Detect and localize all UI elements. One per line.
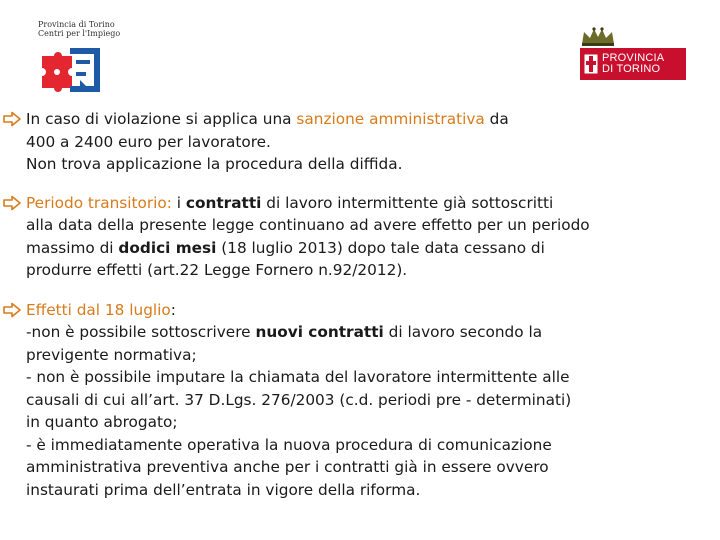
text-span: : [170, 300, 176, 319]
province-badge-text [602, 53, 664, 75]
crown-icon [578, 26, 618, 48]
provincia-torino-header [578, 26, 688, 82]
paragraph-line [26, 389, 696, 412]
text-span: - è immediatamente operativa la nuova procedura di comunicazione [26, 435, 552, 454]
text-span: di lavoro secondo la [383, 323, 543, 341]
centri-impiego-header [38, 20, 148, 100]
bold-nuovi-contratti: nuovi contratti [255, 323, 384, 341]
province-badge-line2: DI TORINO [602, 63, 661, 75]
text-span: 400 a 2400 euro per lavoratore. [26, 132, 271, 151]
paragraph-line [26, 259, 696, 282]
province-badge [580, 48, 686, 80]
paragraph-line [26, 411, 696, 434]
cross-shield-icon [584, 54, 598, 74]
paragraph-line [26, 237, 696, 260]
paragraph-effetti [0, 299, 720, 502]
paragraph-line [26, 434, 696, 457]
paragraph-line [26, 344, 696, 367]
paragraph-line [26, 299, 696, 322]
text-span: (18 luglio 2013) dopo tale data cessano di [216, 238, 545, 257]
paragraph-periodo-transitorio [0, 192, 720, 282]
text-span: instaurati prima dell’entrata in vigore della riforma. [26, 480, 421, 499]
text-span: i [171, 193, 186, 212]
paragraph-line [26, 366, 696, 389]
hollow-arrow-right-icon [2, 195, 22, 211]
paragraph-line [26, 479, 696, 502]
text-span: di lavoro intermittente già sottoscritti [261, 193, 554, 212]
highlight-periodo-transitorio: Periodo transitorio: [26, 193, 172, 212]
text-span: In caso di violazione si applica una [26, 110, 297, 128]
paragraph-sanzione [0, 108, 720, 176]
text-span: in quanto abrogato; [26, 413, 178, 431]
text-span: da [484, 110, 509, 128]
bold-contratti: contratti [185, 193, 262, 212]
puzzle-logo [40, 46, 104, 96]
bold-dodici-mesi: dodici mesi [118, 238, 217, 257]
paragraph-line [26, 321, 696, 344]
text-span: - non è possibile imputare la chiamata del lavoratore intermittente alle [26, 368, 570, 386]
text-span: amministrativa preventiva anche per i contratti già in essere ovvero [26, 458, 549, 476]
slide-content [0, 108, 720, 501]
paragraph-line [26, 456, 696, 479]
text-span: produrre effetti (art.22 Legge Fornero n.92/2012). [26, 261, 408, 279]
text-span: previgente normativa; [26, 345, 197, 364]
hollow-arrow-right-icon [2, 302, 22, 318]
paragraph-line [26, 131, 696, 154]
paragraph-line [26, 153, 696, 176]
province-badge-line1: PROVINCIA [602, 52, 665, 64]
org-name-line1: Provincia di Torino [38, 20, 115, 29]
paragraph-line [26, 108, 696, 131]
text-span: -non è possibile sottoscrivere [26, 323, 256, 341]
text-span: causali di cui all’art. 37 D.Lgs. 276/2003 (c.d. periodi pre - determinati) [26, 390, 572, 409]
highlight-effetti: Effetti dal 18 luglio [26, 300, 171, 319]
highlight-sanzione: sanzione amministrativa [296, 110, 485, 128]
text-span: alla data della presente legge continuano ad avere effetto per un periodo [26, 216, 590, 234]
org-name [38, 20, 148, 38]
text-span: Non trova applicazione la procedura della diffida. [26, 155, 403, 173]
org-name-line2: Centri per l'Impiego [38, 29, 121, 38]
paragraph-line [26, 192, 696, 215]
text-span: massimo di [26, 238, 119, 257]
hollow-arrow-right-icon [2, 111, 22, 127]
paragraph-line [26, 214, 696, 237]
